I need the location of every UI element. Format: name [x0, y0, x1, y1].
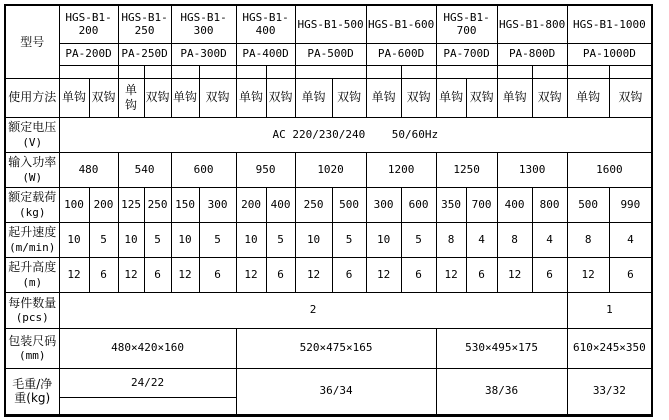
power-value-cell: 1600 [567, 152, 652, 187]
hoist-spec-table [4, 4, 653, 417]
spacer-cell [118, 65, 144, 78]
weight-row [5, 368, 652, 397]
height-label-cell [5, 257, 59, 292]
packing-value-cell: 520×475×165 [236, 328, 436, 368]
packing-row [5, 328, 652, 368]
spacer-cell [436, 65, 497, 78]
height-value-cell: 6 [332, 257, 366, 292]
power-value-cell: 600 [171, 152, 236, 187]
pa-model-cell: PA-800D [497, 43, 567, 65]
load-value-cell: 800 [532, 187, 567, 222]
speed-value-cell: 10 [118, 222, 144, 257]
height-value-cell: 12 [236, 257, 266, 292]
speed-value-cell: 10 [295, 222, 332, 257]
usage-single-cell: 单钩 [118, 78, 144, 117]
load-value-cell: 300 [366, 187, 401, 222]
load-value-cell: 600 [401, 187, 436, 222]
height-value-cell: 6 [466, 257, 497, 292]
pa-model-cell: PA-300D [171, 43, 236, 65]
speed-value-cell: 5 [199, 222, 236, 257]
packing-value-cell: 530×495×175 [436, 328, 567, 368]
load-value-cell: 400 [497, 187, 532, 222]
spacer-cell [609, 65, 652, 78]
spacer-cell [497, 65, 532, 78]
speed-value-cell: 4 [466, 222, 497, 257]
voltage-label-cell [5, 117, 59, 152]
packing-label: 包装尺码 [8, 333, 57, 348]
load-value-cell: 400 [266, 187, 295, 222]
weight-label-cell: 毛重/净重(kg) [5, 368, 59, 415]
usage-label-cell: 使用方法 [5, 78, 59, 117]
pa-model-cell: PA-500D [295, 43, 366, 65]
height-unit: (m) [22, 275, 43, 289]
load-value-cell: 500 [567, 187, 609, 222]
voltage-value-cell: AC 220/230/240 50/60Hz [59, 117, 652, 152]
usage-single-cell: 单钩 [171, 78, 199, 117]
load-value-cell: 700 [466, 187, 497, 222]
usage-double-cell: 双钩 [332, 78, 366, 117]
packing-label-cell [5, 328, 59, 368]
weight-empty-cell [59, 397, 236, 415]
usage-double-cell: 双钩 [609, 78, 652, 117]
speed-value-cell: 10 [59, 222, 89, 257]
load-value-cell: 250 [295, 187, 332, 222]
model-name-cell: HGS-B1-500 [295, 5, 366, 43]
qty-unit: (pcs) [15, 311, 49, 325]
usage-single-cell: 单钩 [295, 78, 332, 117]
height-value-cell: 6 [266, 257, 295, 292]
qty-label-cell [5, 292, 59, 328]
power-value-cell: 1020 [295, 152, 366, 187]
speed-label-cell [5, 222, 59, 257]
packing-unit: (mm) [19, 349, 46, 363]
load-row [5, 187, 652, 222]
pa-model-row [5, 43, 652, 65]
speed-value-cell: 8 [436, 222, 466, 257]
load-value-cell: 100 [59, 187, 89, 222]
speed-value-cell: 10 [366, 222, 401, 257]
power-unit: (W) [22, 170, 43, 184]
height-value-cell: 12 [59, 257, 89, 292]
spacer-cell [401, 65, 436, 78]
spacer-cell [199, 65, 236, 78]
model-name-cell: HGS-B1-600 [366, 5, 436, 43]
height-value-cell: 6 [89, 257, 118, 292]
load-unit: (kg) [19, 205, 46, 219]
power-value-cell: 480 [59, 152, 118, 187]
load-value-cell: 200 [89, 187, 118, 222]
weight-value-cell: 24/22 [59, 368, 236, 397]
spacer-cell [171, 65, 199, 78]
speed-row [5, 222, 652, 257]
usage-double-cell: 双钩 [401, 78, 436, 117]
speed-value-cell: 4 [532, 222, 567, 257]
height-value-cell: 12 [436, 257, 466, 292]
model-name-cell: HGS-B1-1000 [567, 5, 652, 43]
speed-value-cell: 5 [266, 222, 295, 257]
usage-double-cell: 双钩 [266, 78, 295, 117]
power-row [5, 152, 652, 187]
pa-model-cell: PA-600D [366, 43, 436, 65]
load-value-cell: 350 [436, 187, 466, 222]
usage-double-cell: 双钩 [199, 78, 236, 117]
height-value-cell: 12 [171, 257, 199, 292]
power-value-cell: 1250 [436, 152, 497, 187]
speed-value-cell: 4 [609, 222, 652, 257]
load-value-cell: 200 [236, 187, 266, 222]
height-value-cell: 12 [118, 257, 144, 292]
speed-value-cell: 8 [567, 222, 609, 257]
spacer-cell [366, 65, 401, 78]
height-value-cell: 12 [497, 257, 532, 292]
model-name-cell: HGS-B1-800 [497, 5, 567, 43]
speed-value-cell: 10 [236, 222, 266, 257]
speed-label: 起升速度 [8, 225, 57, 240]
power-value-cell: 540 [118, 152, 171, 187]
power-value-cell: 1200 [366, 152, 436, 187]
pa-model-cell: PA-1000D [567, 43, 652, 65]
pa-model-cell: PA-200D [59, 43, 118, 65]
pa-model-cell: PA-250D [118, 43, 171, 65]
speed-value-cell: 5 [332, 222, 366, 257]
voltage-row [5, 117, 652, 152]
voltage-label: 额定电压 [8, 120, 57, 135]
qty-value-cell: 1 [567, 292, 652, 328]
height-value-cell: 6 [199, 257, 236, 292]
pa-model-cell: PA-400D [236, 43, 295, 65]
load-value-cell: 300 [199, 187, 236, 222]
usage-single-cell: 单钩 [436, 78, 466, 117]
usage-double-cell: 双钩 [89, 78, 118, 117]
load-value-cell: 500 [332, 187, 366, 222]
load-label: 额定载荷 [8, 190, 57, 205]
load-value-cell: 990 [609, 187, 652, 222]
power-label: 输入功率 [8, 155, 57, 170]
usage-double-cell: 双钩 [144, 78, 171, 117]
qty-label: 每件数量 [8, 295, 57, 310]
pa-model-cell: PA-700D [436, 43, 497, 65]
usage-double-cell: 双钩 [532, 78, 567, 117]
height-value-cell: 12 [567, 257, 609, 292]
model-name-cell: HGS-B1-700 [436, 5, 497, 43]
spacer-cell [266, 65, 295, 78]
usage-single-cell: 单钩 [59, 78, 89, 117]
speed-value-cell: 5 [89, 222, 118, 257]
height-row [5, 257, 652, 292]
height-label: 起升高度 [8, 260, 57, 275]
spacer-cell [295, 65, 366, 78]
speed-value-cell: 5 [144, 222, 171, 257]
load-value-cell: 250 [144, 187, 171, 222]
load-label-cell [5, 187, 59, 222]
spacer-cell [59, 65, 118, 78]
spacer-cell [567, 65, 609, 78]
model-name-cell: HGS-B1-300 [171, 5, 236, 43]
model-name-cell: HGS-B1-400 [236, 5, 295, 43]
power-value-cell: 950 [236, 152, 295, 187]
model-name-cell: HGS-B1-250 [118, 5, 171, 43]
spacer-cell [144, 65, 171, 78]
height-value-cell: 12 [295, 257, 332, 292]
weight-value-cell: 33/32 [567, 368, 652, 415]
spacer-row [5, 65, 652, 78]
model-row [5, 5, 652, 43]
usage-single-cell: 单钩 [497, 78, 532, 117]
weight-value-cell: 38/36 [436, 368, 567, 415]
usage-double-cell: 双钩 [466, 78, 497, 117]
height-value-cell: 6 [401, 257, 436, 292]
speed-value-cell: 5 [401, 222, 436, 257]
usage-single-cell: 单钩 [567, 78, 609, 117]
load-value-cell: 125 [118, 187, 144, 222]
usage-single-cell: 单钩 [236, 78, 266, 117]
spacer-cell [532, 65, 567, 78]
speed-unit: (m/min) [9, 240, 56, 254]
weight-value-cell: 36/34 [236, 368, 436, 415]
packing-value-cell: 480×420×160 [59, 328, 236, 368]
qty-row [5, 292, 652, 328]
voltage-unit: (V) [22, 135, 43, 149]
speed-value-cell: 10 [171, 222, 199, 257]
packing-value-cell: 610×245×350 [567, 328, 652, 368]
speed-value-cell: 8 [497, 222, 532, 257]
power-value-cell: 1300 [497, 152, 567, 187]
model-name-cell: HGS-B1-200 [59, 5, 118, 43]
power-label-cell [5, 152, 59, 187]
usage-row [5, 78, 652, 117]
height-value-cell: 12 [366, 257, 401, 292]
height-value-cell: 6 [144, 257, 171, 292]
spacer-cell [236, 65, 266, 78]
qty-value-cell: 2 [59, 292, 567, 328]
load-value-cell: 150 [171, 187, 199, 222]
height-value-cell: 6 [609, 257, 652, 292]
model-label-cell: 型号 [5, 5, 59, 78]
height-value-cell: 6 [532, 257, 567, 292]
usage-single-cell: 单钩 [366, 78, 401, 117]
